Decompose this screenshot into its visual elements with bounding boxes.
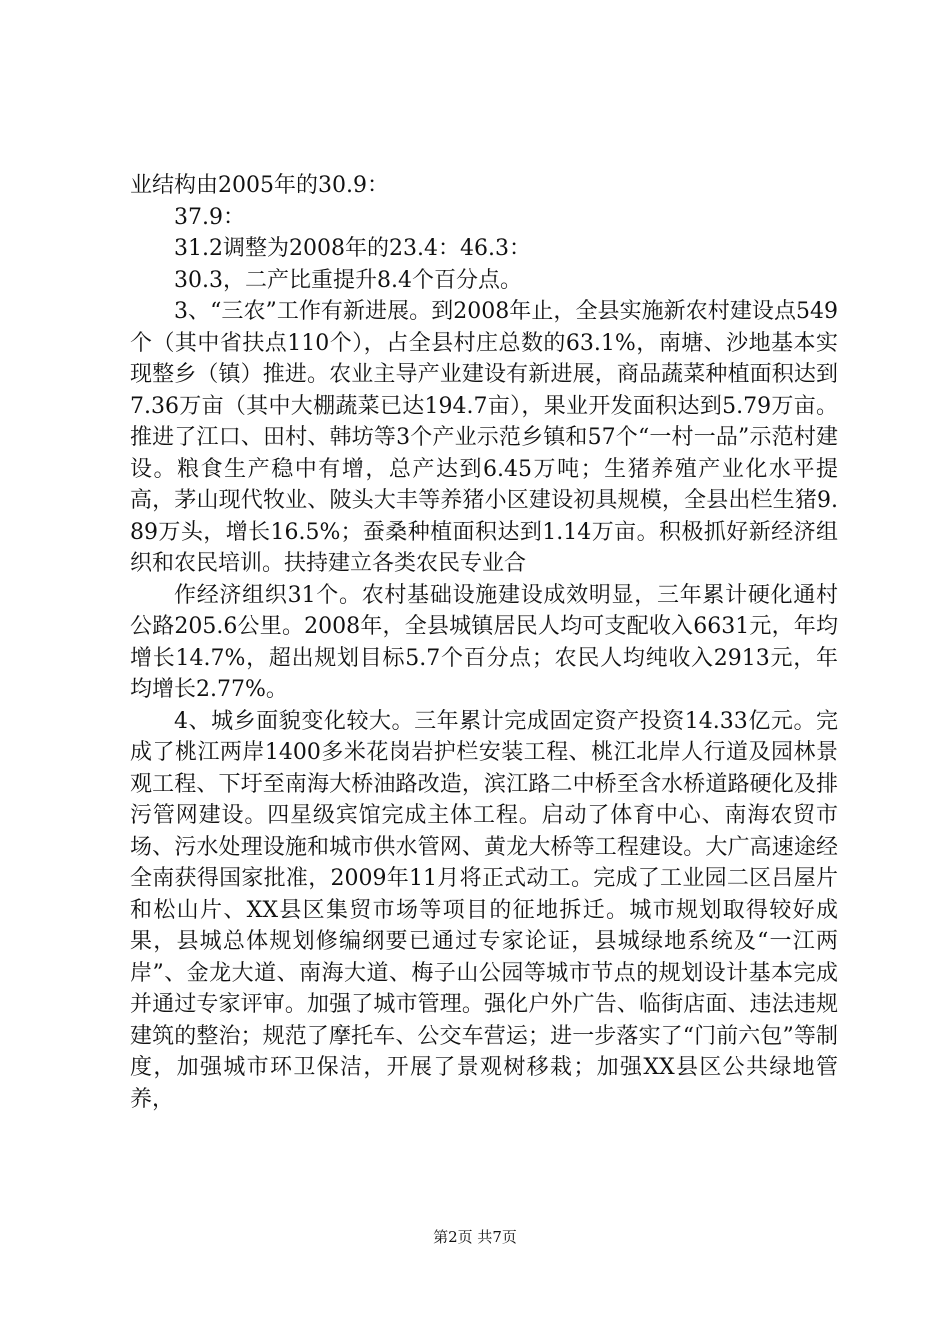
page-number-footer: 第2页 共7页: [433, 1228, 517, 1246]
paragraph-ratio-line: 31.2调整为2008年的23.4：46.3：: [174, 236, 531, 261]
paragraph-ratio-line: 30.3，二产比重提升8.4个百分点。: [174, 267, 522, 293]
paragraph-ratio-line: 37.9：: [174, 204, 245, 230]
paragraph-agriculture: 3、“三农”工作有新进展。到2008年止，全县实施新农村建设点549个（其中省扶点110个），占全县村庄总数的63.1%，南塘、沙地基本实现整乡（镇）推进。农业主导产业建设有新进展，商品蔬菜种植面积达到7.36万亩（其中大棚蔬菜已达194.7亩），果业开发面积达到5.79万亩。推进了江口、田村、韩坊等3个产业示范乡镇和57个“一村一品”示范村建设。粮食生产稳中有增，总产达到6.45万吨；生猪养殖产业化水平提高，茅山现代牧业、陂头大丰等养猪小区建设初具规模，全县出栏生猪9.89万头，增长16.5%；蚕桑种植面积达到1.14万亩。积极抓好新经济组织和农民培训。扶持建立各类农民专业合: [130, 299, 838, 576]
document-body: [130, 170, 838, 1115]
paragraph-rural-infrastructure: 作经济组织31个。农村基础设施建设成效明显，三年累计硬化通村公路205.6公里。2008年，全县城镇居民人均可支配收入6631元，年均增长14.7%，超出规划目标5.7个百分点；农民人均纯收入2913元，年均增长2.77%。: [130, 582, 838, 702]
paragraph-continuation: 业结构由2005年的30.9：: [130, 173, 389, 198]
paragraph-urban-development: 4、城乡面貌变化较大。三年累计完成固定资产投资14.33亿元。完成了桃江两岸1400多米花岗岩护栏安装工程、桃江北岸人行道及园林景观工程、下圩至南海大桥油路改造，滨江路二中桥至含水桥道路硬化及排污管网建设。四星级宾馆完成主体工程。启动了体育中心、南海农贸市场、污水处理设施和城市供水管网、黄龙大桥等工程建设。大广高速途经全南获得国家批准，2009年11月将正式动工。完成了工业园二区吕屋片和松山片、XX县区集贸市场等项目的征地拆迁。城市规划取得较好成果，县城总体规划修编纲要已通过专家论证，县城绿地系统及“一江两岸”、金龙大道、南海大道、梅子山公园等城市节点的规划设计基本完成并通过专家评审。加强了城市管理。强化户外广告、临街店面、违法违规建筑的整治；规范了摩托车、公交车营运；进一步落实了“门前六包”等制度，加强城市环卫保洁，开展了景观树移栽；加强XX县区公共绿地管养，: [130, 708, 838, 1112]
